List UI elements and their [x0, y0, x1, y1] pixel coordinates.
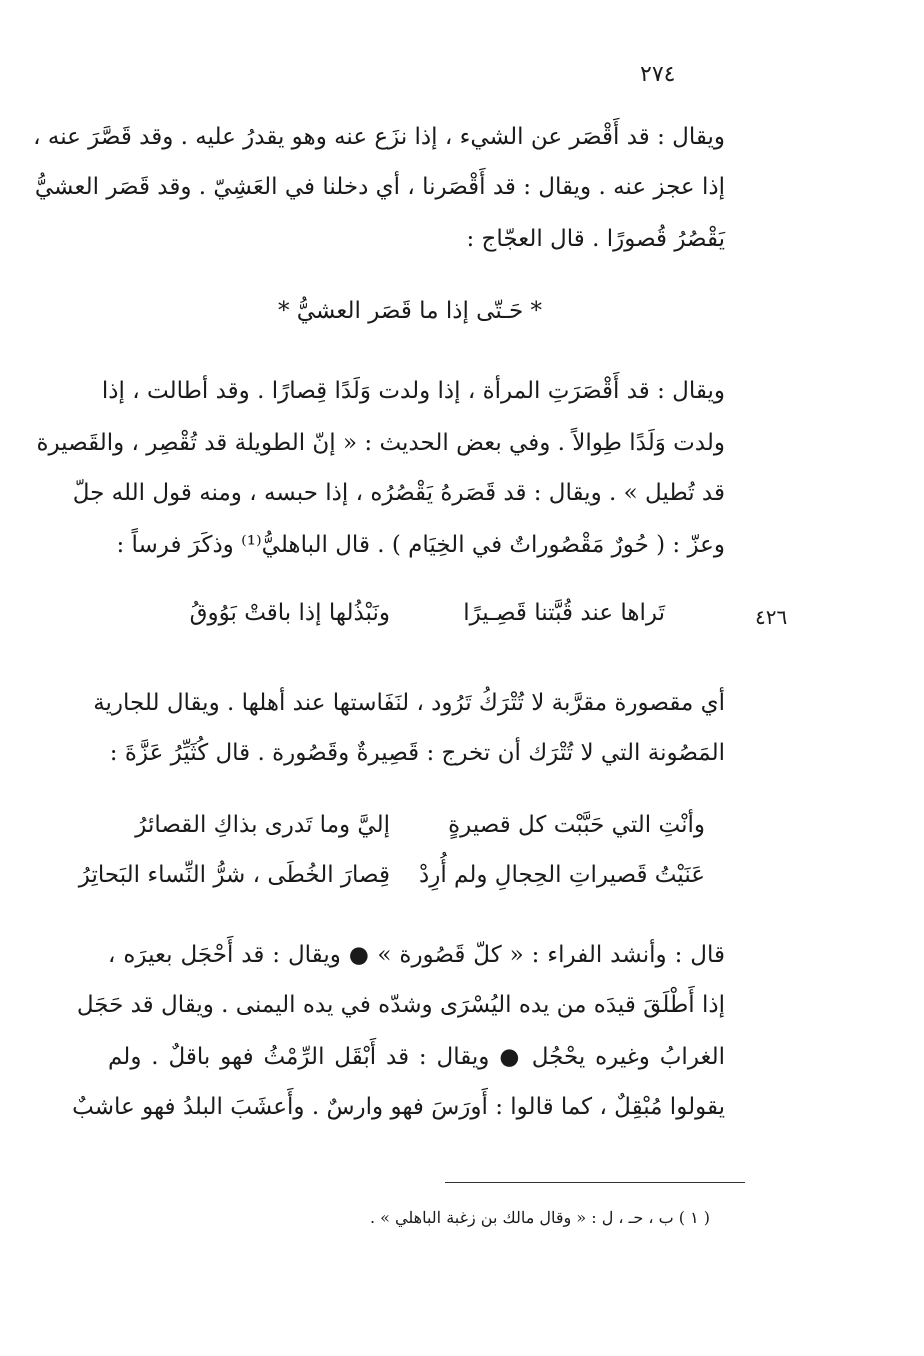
- verse-3-line-1-first-hemistich: وأنْتِ التي حَبَّبْت كل قصيرةٍ: [448, 812, 705, 838]
- paragraph-1-line-2: إذا عجز عنه . ويقال : قد أَقْصَرنا ، أي دخلنا في العَشِيّ . وقد قَصَر العشيُّ: [34, 174, 725, 200]
- page-number: ٢٧٤: [640, 62, 676, 87]
- verse-1: * حَـتّى إذا ما قَصَر العشيُّ *: [277, 298, 543, 324]
- margin-number: ٤٢٦: [755, 605, 788, 629]
- verse-3-line-2-first-hemistich: عَنَيْتُ قَصيراتِ الحِجالِ ولم أُرِدْ: [418, 862, 705, 888]
- paragraph-2-line-2: ولدت وَلَدًا طِوالاً . وفي بعض الحديث : « إنّ الطويلة قد تُقْصِر ، والقَصيرة: [36, 430, 725, 456]
- paragraph-2-line-4: وعزّ : ( حُورٌ مَقْصُوراتٌ في الخِيَام ) . قال الباهليُّ⁽¹⁾ وذكَرَ فرساً :: [116, 532, 725, 558]
- verse-2-first-hemistich: تَراها عند قُبَّتنا قَصِـيرًا: [463, 600, 665, 626]
- paragraph-4-line-2: إذا أَطْلَقَ قيدَه من يده اليُسْرَى وشدّه في يده اليمنى . ويقال قد حَجَل: [76, 992, 725, 1018]
- verse-3-line-2-second-hemistich: قِصارَ الخُطَى ، شرُّ النِّساء البَحاتِرُ: [78, 862, 390, 888]
- paragraph-1-line-3: يَقْصُرُ قُصورًا . قال العجّاج :: [466, 226, 725, 252]
- paragraph-1-line-1: ويقال : قد أَقْصَر عن الشيء ، إذا نزَع عنه وهو يقدرُ عليه . وقد قَصَّرَ عنه ،: [33, 124, 725, 150]
- verse-2-second-hemistich: ونَبْذُلها إذا باقتْ بَوُوقُ: [189, 600, 390, 626]
- paragraph-2-line-1: ويقال : قد أَقْصَرَتِ المرأة ، إذا ولدت وَلَدًا قِصارًا . وقد أطالت ، إذا: [101, 378, 725, 404]
- paragraph-3-line-1: أي مقصورة مقرَّبة لا تُتْرَكُ تَرُود ، لنَفَاستها عند أهلها . ويقال للجارية: [93, 690, 725, 716]
- paragraph-3-line-2: المَصُونة التي لا تُتْرَك أن تخرج : قَصِيرةٌ وقَصُورة . قال كُثَيِّرُ عَزَّةَ :: [109, 740, 725, 766]
- paragraph-4-line-3: الغرابُ وغيره يحْجُل ● ويقال : قد أَبْقَل الرِّمْثُ فهو باقلٌ . ولم: [108, 1044, 725, 1070]
- footnote-1: ( ١ ) ب ، حـ ، ل : « وقال مالك بن زغبة الباهلي » .: [369, 1208, 710, 1227]
- verse-3-line-1-second-hemistich: إليَّ وما تَدرى بذاكِ القصائرُ: [135, 812, 390, 838]
- paragraph-4-line-4: يقولوا مُبْقِلٌ ، كما قالوا : أَورَسَ فهو وارسٌ . وأَعشَبَ البلدُ فهو عاشبٌ: [72, 1094, 725, 1120]
- paragraph-2-line-3: قد تُطيل » . ويقال : قد قَصَرهُ يَقْصُرُه ، إذا حبسه ، ومنه قول الله جلّ: [72, 480, 725, 506]
- footnote-divider: [445, 1182, 745, 1183]
- paragraph-4-line-1: قال : وأنشد الفراء : « كلّ قَصُورة » ● ويقال : قد أَحْجَل بعيرَه ،: [108, 942, 725, 968]
